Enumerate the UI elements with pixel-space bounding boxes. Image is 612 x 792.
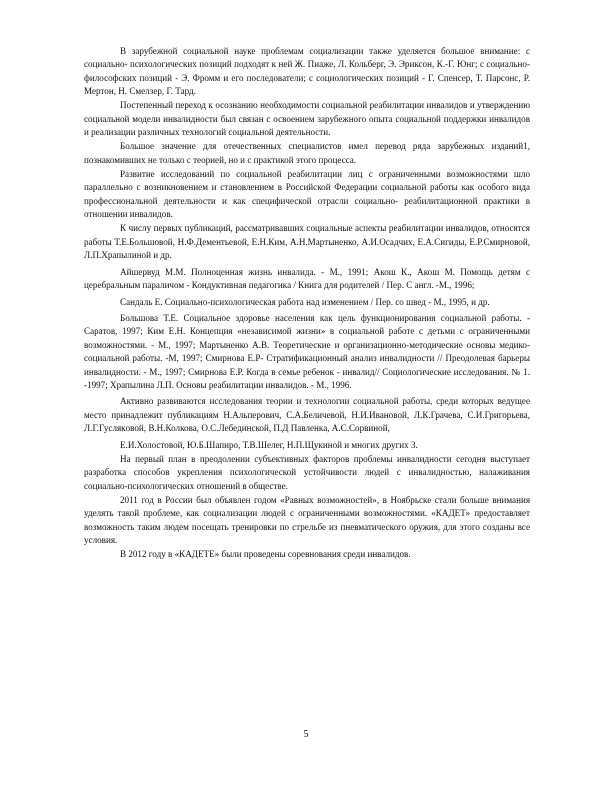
- paragraph: На первый план в преодолении субъективных факторов проблемы инвалидности сегодня выступает разработка способов укрепления психологической устойчивости людей с инвалидностью, налаживания социально-психологических отношений в обществе.: [84, 453, 530, 491]
- paragraph: Развитие исследований по социальной реабилитации лиц с ограниченными возможностями шло параллельно с возникновением и становлением в Российской Федерации социальной работы как особого вида профессиональной деятельности и как специфической отрасли социально- реабилитационной практики в отношении инвалидов.: [84, 169, 530, 220]
- page-number: 5: [303, 729, 309, 740]
- paragraph: Айшервуд М.М. Полноценная жизнь инвалида. - М., 1991; Акош К., Акош М. Помощь детям с церебральным параличом - Кондуктивная педагогика / Книга для родителей / Пер. С англ. -М., 1996;: [84, 266, 530, 291]
- paragraph: 2011 год в России был объявлен годом «Равных возможностей», в Ноябрьске стали больше внимания уделять такой проблеме, как социализации людей с ограниченными возможностями. «КАДЕТ» предоставляет возможность таким людем посещать тренировки по стрельбе из пневматического оружия, для этого созданы все условия.: [84, 494, 530, 545]
- paragraph: Большова Т.Е. Социальное здоровье населения как цель функционирования социальной работы. - Саратов, 1997; Ким Е.Н. Концепция «независимой жизни» в социальной работе с детьми с ограниченными возможностями. - М., 1997; Мартыненко А.В. Теоретические и организационно-методические основы медико- социальной работы. -М, 1997; Смирнова Е.Р- Стратификационный анализ инвалидности // Преодолевая барьеры инвалидности. - М., 1997; Смирнова Е.Р. Когда в семье ребенок - инвалид// Социологические исследования. № 1. -1997; Храпылина Л.П. Основы реабилитации инвалидов. - М., 1996.: [84, 312, 530, 390]
- paragraph: Е.И.Холостовой, Ю.Б.Шапиро, Т.В.Шелег, Н.П.Щукиной и многих других 3.: [120, 439, 418, 450]
- paragraph: Большое значение для отечественных специалистов имел перевод ряда зарубежных изданий1, познакомивших не только с теорией, но и с практикой этого процесса.: [84, 141, 530, 165]
- body-text: [84, 45, 530, 562]
- paragraph: Сандаль Е. Социально-психологическая работа над изменением / Пер. со швед - М., 1995, и др.: [120, 296, 490, 307]
- paragraph: Активно развиваются исследования теории и технологии социальной работы, среди которых ведущее место принадлежит публикациям Н.Альперович, С.А.Беличевой, Н.И.Ивановой, Л.К.Грачева, С.И.Григорьева, Л.Г.Гуслякoвой, В.Н.Колкова, О.С.Лебединской, П.Д Павленка, А.С.Сорвиной,: [84, 396, 530, 434]
- paragraph: Постепенный переход к осознанию необходимости социальной реабилитации инвалидов и утверждению социальной модели инвалидности был связан с освоением зарубежного опыта социальной поддержки инвалидов и реализации различных технологий социальной деятельности.: [84, 100, 530, 138]
- paragraph: В 2012 году в «КАДЕТЕ» были проведены соревнования среди инвалидов.: [120, 549, 411, 560]
- paragraph: В зарубежной социальной науке проблемам социализации также уделяется большое внимание: с социально- психологических позиций подходят к ней Ж. Пиаже, Л. Кольберг, Э. Эриксон, К.-Г. Юнг; с социально-философских позиций - Э. Фромм и его последователи; с социологических позиций - Г. Спенсер, Т. Парсонс, Р. Мертон, Н. Смелзер, Г. Тард.: [84, 46, 530, 97]
- paragraph: К числу первых публикаций, рассматривавших социальные аспекты реабилитации инвалидов, относятся работы Т.Е.Большовой, Н.Ф.Дементьевой, Е.Н.Ким, А.Н.Мартыненко, А.И.Осадчих, Е.А.Сигиды, Е.Р.Смирновой, Л.П.Храпылиной и др.: [84, 223, 530, 261]
